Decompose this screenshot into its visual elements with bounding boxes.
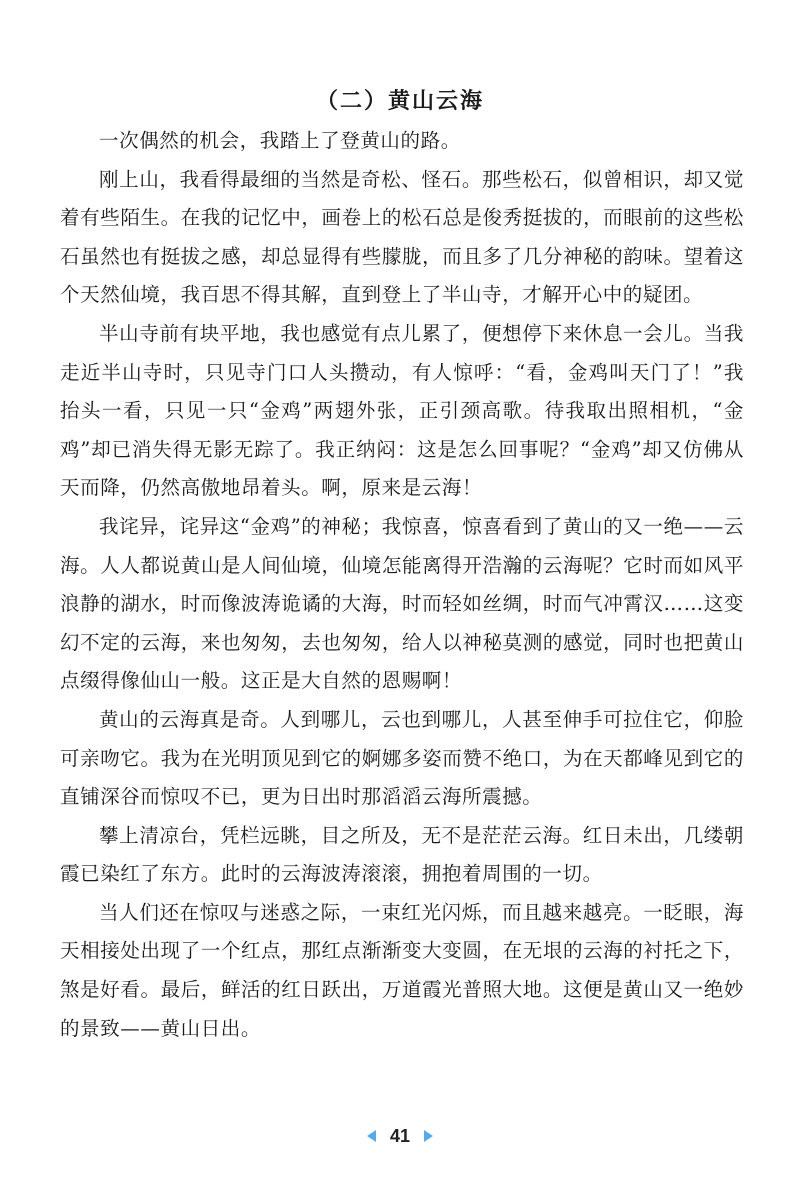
paragraph-7: 当人们还在惊叹与迷惑之际，一束红光闪烁，而且越来越亮。一眨眼，海天相接处出现了一个红点，那红点渐渐变大变圆，在无垠的云海的衬托之下，煞是好看。最后，鲜活的红日跃出，万道霞光普照大地。这便是黄山又一绝妙的景致——黄山日出。 [60,900,744,1040]
paragraph-2: 刚上山，我看得最细的当然是奇松、怪石。那些松石，似曾相识，却又觉着有些陌生。在我的记忆中，画卷上的松石总是俊秀挺拔的，而眼前的这些松石虽然也有挺拔之感，却总显得有些朦胧，而且多了几分神秘的韵味。望着这个天然仙境，我百思不得其解，直到登上了半山寺，才解开心中的疑团。 [60,167,744,307]
paragraph-4: 我诧异，诧异这“金鸡”的神秘；我惊喜，惊喜看到了黄山的又一绝——云海。人人都说黄山是人间仙境，仙境怎能离得开浩瀚的云海呢？它时而如风平浪静的湖水，时而像波涛诡谲的大海，时而轻如丝绸，时而气冲霄汉……这变幻不定的云海，来也匆匆，去也匆匆，给人以神秘莫测的感觉，同时也把黄山点缀得像仙山一般。这正是大自然的恩赐啊！ [60,514,744,693]
paragraph-3: 半山寺前有块平地，我也感觉有点儿累了，便想停下来休息一会儿。当我走近半山寺时，只见寺门口人头攒动，有人惊呼：“看，金鸡叫天门了！”我抬头一看，只见一只“金鸡”两翅外张，正引颈高歌。待我取出照相机，“金鸡”却已消失得无影无踪了。我正纳闷：这是怎么回事呢？“金鸡”却又仿佛从天而降，仍然高傲地昂着头。啊，原来是云海！ [60,321,744,500]
paragraph-6: 攀上清凉台，凭栏远眺，目之所及，无不是茫茫云海。红日未出，几缕朝霞已染红了东方。此时的云海波涛滚滚，拥抱着周围的一切。 [60,823,744,886]
page-number: 41 [389,1125,411,1146]
paragraph-1: 一次偶然的机会，我踏上了登黄山的路。 [99,129,461,152]
section-title: （二）黄山云海 [315,88,484,114]
triangle-right-icon [424,1130,433,1142]
triangle-left-icon [367,1130,376,1142]
article-body [60,122,744,1048]
paragraph-5: 黄山的云海真是奇。人到哪儿，云也到哪儿，人甚至伸手可拉住它，仰脸可亲吻它。我为在光明顶见到它的婀娜多姿而赞不绝口，为在天都峰见到它的直铺深谷而惊叹不已，更为日出时那滔滔云海所震撼。 [60,707,744,809]
page-footer [0,1122,800,1150]
